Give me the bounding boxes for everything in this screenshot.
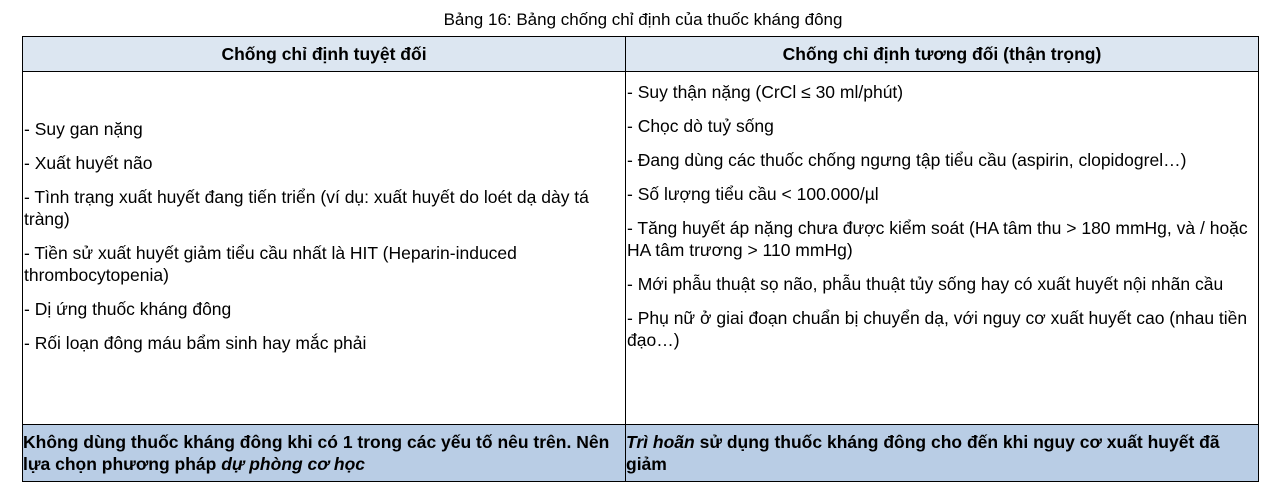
list-item: - Phụ nữ ở giai đoạn chuẩn bị chuyển dạ, với nguy cơ xuất huyết cao (nhau tiền đạo…) xyxy=(627,308,1248,350)
list-item: - Chọc dò tuỷ sống xyxy=(627,116,774,136)
table-caption: Bảng 16: Bảng chống chỉ định của thuốc kháng đông xyxy=(443,10,843,29)
relative-cell xyxy=(626,72,1259,425)
footer-relative-text: sử dụng thuốc kháng đông cho đến khi nguy cơ xuất huyết đã giảm xyxy=(626,432,1220,474)
body-row xyxy=(23,72,1259,425)
header-row xyxy=(23,37,1259,72)
list-item: - Dị ứng thuốc kháng đông xyxy=(24,299,232,319)
footer-row xyxy=(23,425,1259,482)
list-item: - Mới phẫu thuật sọ não, phẫu thuật tủy sống hay có xuất huyết nội nhãn cầu xyxy=(627,274,1224,294)
absolute-cell xyxy=(23,72,626,425)
footer-absolute-text: Không dùng thuốc kháng đông khi có 1 trong các yếu tố nêu trên. Nên lựa chọn phương pháp xyxy=(23,432,610,474)
list-item: - Suy gan nặng xyxy=(24,119,143,139)
footer-relative xyxy=(626,425,1259,482)
list-item: - Tình trạng xuất huyết đang tiến triển (ví dụ: xuất huyết do loét dạ dày tá tràng) xyxy=(24,187,589,229)
footer-absolute xyxy=(23,425,626,482)
footer-absolute-emphasis: dự phòng cơ học xyxy=(221,454,366,474)
list-item: - Số lượng tiểu cầu < 100.000/µl xyxy=(627,184,879,204)
list-item: - Suy thận nặng (CrCl ≤ 30 ml/phút) xyxy=(627,82,904,102)
footer-relative-emphasis: Trì hoãn xyxy=(626,432,695,452)
header-absolute: Chống chỉ định tuyệt đối xyxy=(23,37,626,72)
contraindication-table xyxy=(22,36,1259,482)
list-item: - Đang dùng các thuốc chống ngưng tập tiểu cầu (aspirin, clopidogrel…) xyxy=(627,150,1187,170)
list-item: - Rối loạn đông máu bẩm sinh hay mắc phải xyxy=(24,333,367,353)
header-relative: Chống chỉ định tương đối (thận trọng) xyxy=(626,37,1259,72)
list-item: - Tiền sử xuất huyết giảm tiểu cầu nhất là HIT (Heparin-induced thrombocytopenia) xyxy=(24,243,517,285)
list-item: - Xuất huyết não xyxy=(24,153,153,173)
list-item: - Tăng huyết áp nặng chưa được kiểm soát (HA tâm thu > 180 mmHg, và / hoặc HA tâm trương > 110 mmHg) xyxy=(627,218,1248,260)
